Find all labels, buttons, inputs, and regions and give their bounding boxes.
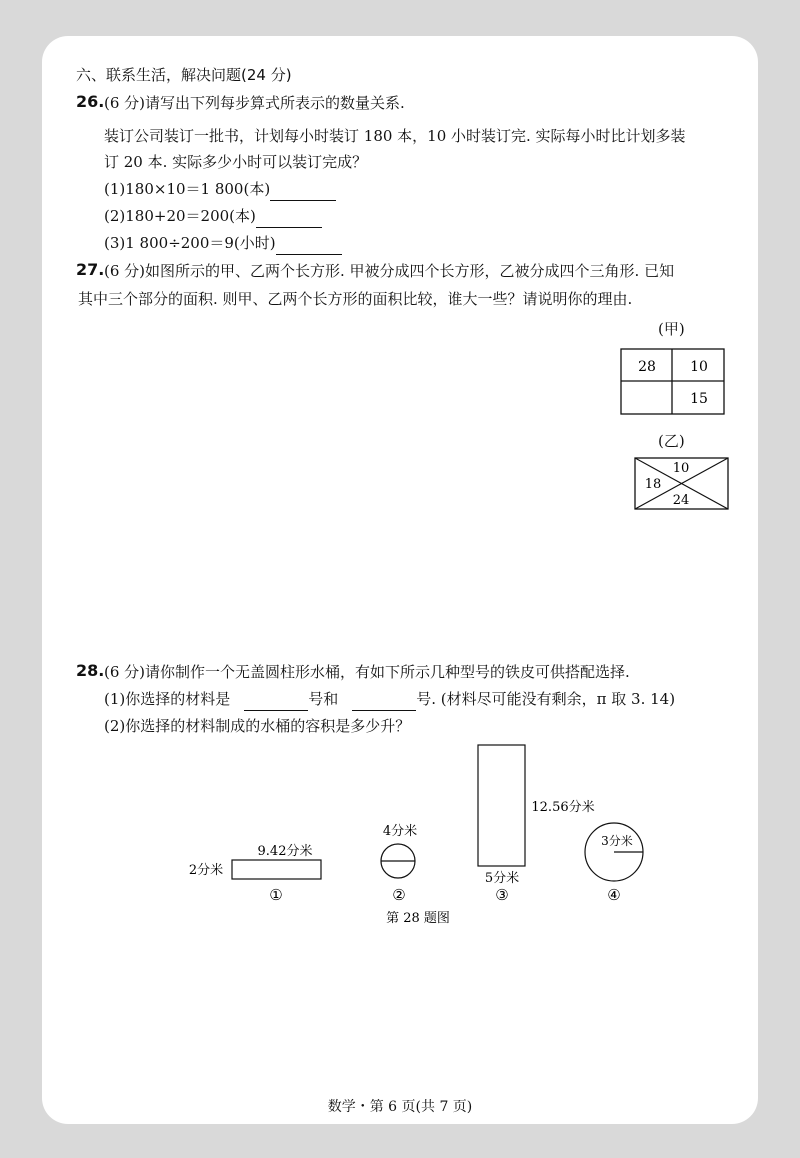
- page-footer: 数学・第 6 页(共 7 页): [327, 1099, 473, 1115]
- q28-material-blank-1[interactable]: [244, 688, 308, 711]
- q28-number: 28.: [76, 661, 105, 680]
- q26-context-line1: 装订公司装订一批书，计划每小时装订 180 本，10 小时装订完. 实际每小时比计划多装: [104, 127, 686, 145]
- rect-a-label: (甲): [658, 320, 685, 338]
- q26-step-1: [104, 178, 336, 201]
- shape4-radius-label: 3分米: [601, 834, 633, 848]
- rect-a-area-top-left: 28: [638, 359, 656, 375]
- q28-material-blank-2[interactable]: [352, 688, 416, 711]
- shape3-width-label: 5分米: [484, 871, 520, 886]
- shape3-number: ③: [495, 886, 509, 904]
- q26-stem: (6 分)请写出下列每步算式所表示的数量关系.: [104, 94, 405, 112]
- q26-step-1-answer-blank[interactable]: [270, 178, 336, 201]
- q26-step-2: [104, 205, 322, 228]
- q26-step-2-text: (2)180+20＝200(本): [104, 207, 256, 225]
- q28-part1-lead: (1)你选择的材料是: [104, 690, 231, 708]
- rect-a-area-top-right: 10: [690, 359, 708, 375]
- q26-number: 26.: [76, 92, 105, 111]
- rect-b-area-left: 18: [644, 477, 662, 492]
- q27-line2: 其中三个部分的面积. 则甲、乙两个长方形的面积比较，谁大一些？请说明你的理由.: [78, 290, 633, 308]
- q28-stem: (6 分)请你制作一个无盖圆柱形水桶，有如下所示几种型号的铁皮可供搭配选择.: [104, 663, 630, 681]
- q28-figure: [180, 740, 650, 930]
- q26-step-2-answer-blank[interactable]: [256, 205, 322, 228]
- section-title: 六、联系生活，解决问题(24 分): [76, 66, 292, 84]
- rect-b-area-bottom: 24: [672, 493, 690, 508]
- shape3-rectangle: [478, 745, 525, 866]
- q26-step-1-text: (1)180×10＝1 800(本): [104, 180, 271, 198]
- rect-b-figure: [634, 457, 730, 511]
- shape2-number: ②: [392, 886, 406, 904]
- q28-part1-mid: 号和: [308, 690, 339, 708]
- shape1-height-label: 2分米: [188, 863, 224, 878]
- q26-step-3: [104, 232, 342, 255]
- q26-step-3-answer-blank[interactable]: [276, 232, 342, 255]
- q27-number: 27.: [76, 260, 105, 279]
- shape3-height-label: 12.56分米: [531, 800, 595, 815]
- rect-b-area-top: 10: [672, 461, 690, 476]
- shape1-number: ①: [269, 886, 283, 904]
- shape2-diameter-label: 4分米: [382, 824, 418, 839]
- q26-step-3-text: (3)1 800÷200＝9(小时): [104, 234, 276, 252]
- q28-part1: [104, 688, 675, 711]
- rect-b-label: (乙): [658, 432, 685, 450]
- rect-a-figure: [620, 348, 726, 416]
- shape1-width-label: 9.42分米: [257, 844, 313, 859]
- shape1-rectangle: [232, 860, 321, 879]
- q26-context-line2: 订 20 本. 实际多少小时可以装订完成？: [104, 153, 368, 171]
- q28-part2: (2)你选择的材料制成的水桶的容积是多少升？: [104, 717, 411, 735]
- shape4-number: ④: [607, 886, 621, 904]
- q28-part1-tail: 号. (材料尽可能没有剩余，π 取 3. 14): [416, 690, 676, 708]
- figure-caption: 第 28 题图: [386, 911, 450, 926]
- rect-a-area-bottom-right: 15: [690, 391, 708, 407]
- q27-line1: (6 分)如图所示的甲、乙两个长方形. 甲被分成四个长方形，乙被分成四个三角形. 已知: [104, 262, 675, 280]
